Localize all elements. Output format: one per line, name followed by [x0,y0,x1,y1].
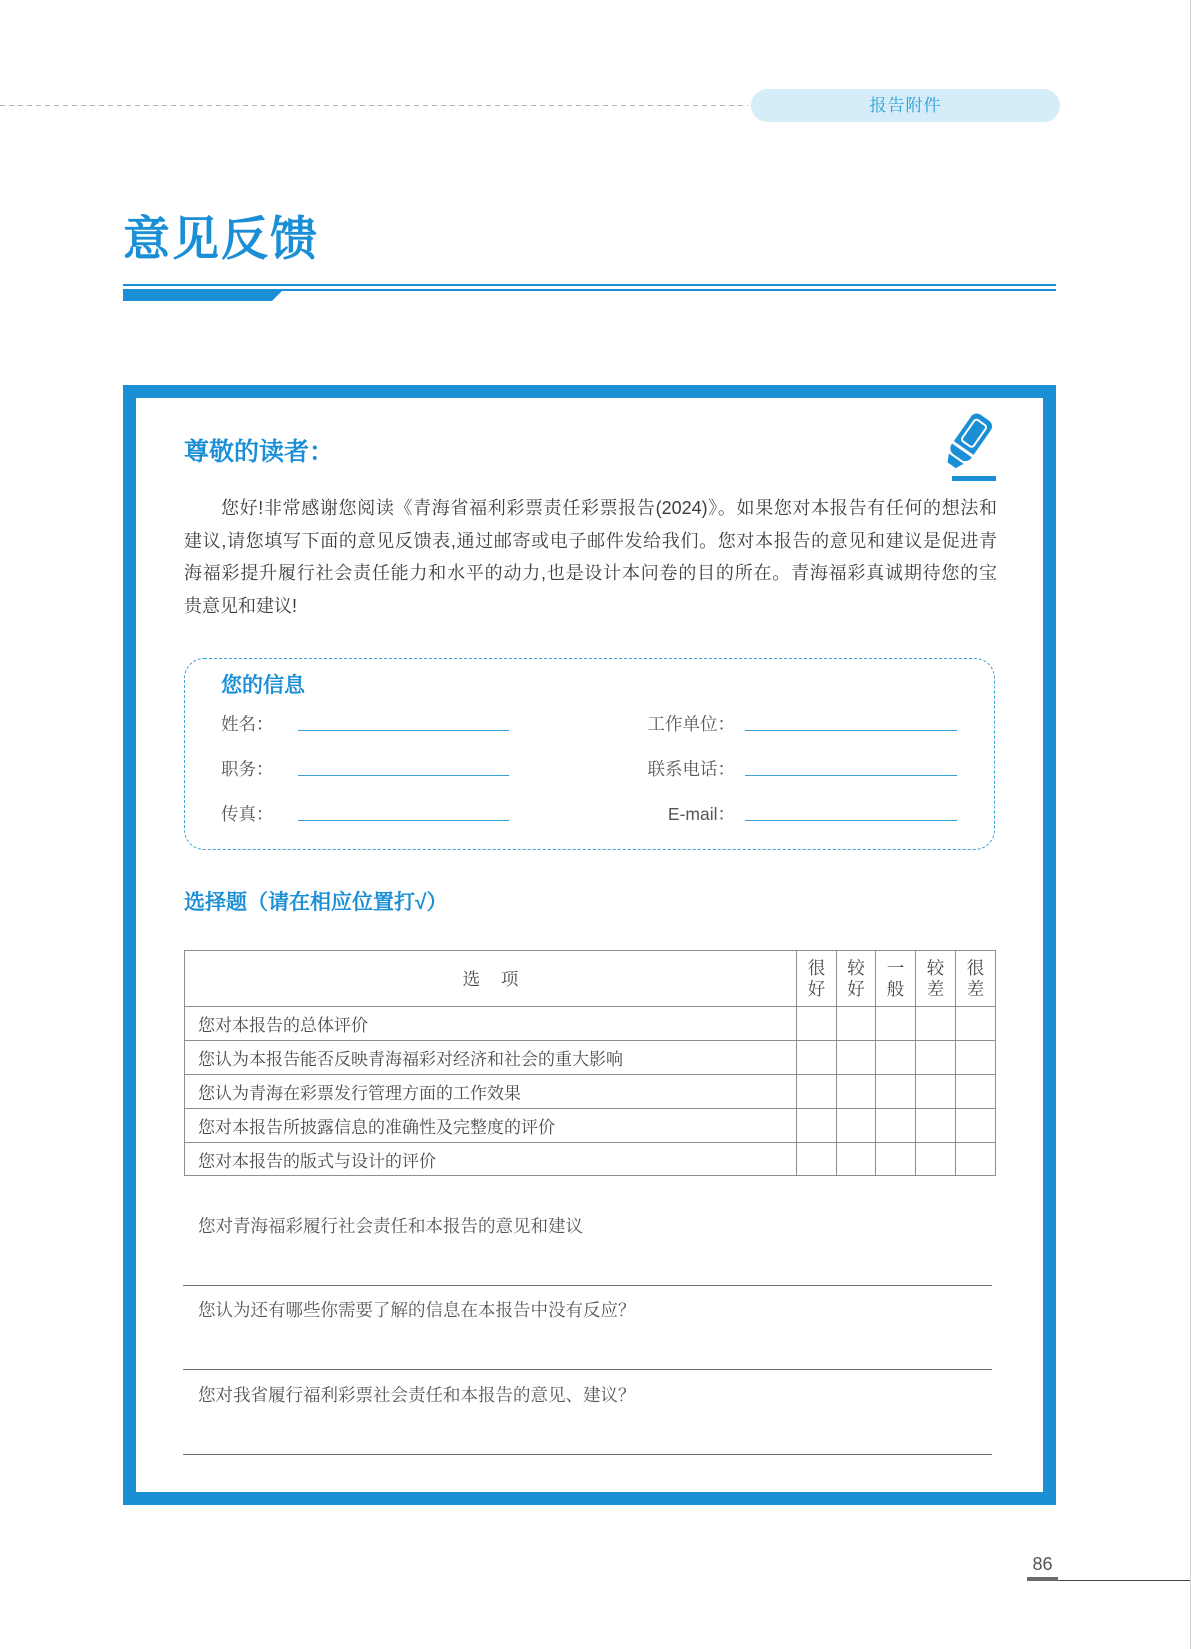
table-row [185,1075,996,1109]
table-row [185,1007,996,1041]
open-question-label: 您认为还有哪些你需要了解的信息在本报告中没有反应？ [198,1300,636,1320]
open-question-label: 您对我省履行福利彩票社会责任和本报告的意见、建议？ [198,1385,636,1405]
greeting-heading: 尊敬的读者： [184,438,335,466]
intro-paragraph [184,492,997,622]
rating-cell[interactable] [916,1075,956,1109]
rating-cell[interactable] [956,1143,996,1176]
title-rule-thin [123,289,1056,291]
rating-cell[interactable] [837,1007,876,1041]
rating-cell[interactable] [916,1041,956,1075]
intro-line: 贵意见和建议! [184,595,298,616]
intro-line: 海福彩提升履行社会责任能力和水平的动力,也是设计本问卷的目的所在。青海福彩真诚期待您的宝 [184,563,997,584]
question-label: 您认为本报告能否反映青海福彩对经济和社会的重大影响 [185,1041,797,1075]
organization-input[interactable] [745,710,957,731]
rating-cell[interactable] [876,1109,916,1143]
rating-cell[interactable] [876,1007,916,1041]
title-rule-accent [123,291,282,301]
fax-input[interactable] [298,800,509,821]
intro-line: 您好!非常感谢您阅读《青海省福利彩票责任彩票报告(2024)》。如果您对本报告有任何的想法和 [221,498,997,518]
name-label: 姓名： [221,714,274,734]
footer-rule [1058,1580,1191,1581]
rating-cell[interactable] [916,1143,956,1176]
rating-cell[interactable] [956,1109,996,1143]
open-question-answer[interactable] [183,1408,992,1455]
rating-cell[interactable] [876,1041,916,1075]
rating-cell[interactable] [837,1075,876,1109]
table-row [185,1041,996,1075]
question-label: 您对本报告的总体评价 [185,1007,797,1041]
fax-label: 传真： [221,804,274,824]
rating-cell[interactable] [916,1007,956,1041]
page-number-underline [1027,1577,1058,1581]
rating-header-very-good [797,951,837,1007]
open-question-answer[interactable] [183,1323,992,1370]
rating-cell[interactable] [797,1075,837,1109]
rating-cell[interactable] [956,1007,996,1041]
question-label: 您认为青海在彩票发行管理方面的工作效果 [185,1075,797,1109]
section-tag: 报告附件 [751,89,1060,122]
rating-header-poor [916,951,956,1007]
organization-label: 工作单位： [647,714,735,734]
question-label: 您对本报告所披露信息的准确性及完整度的评价 [185,1109,797,1143]
table-row [185,1143,996,1176]
phone-input[interactable] [745,755,957,776]
reader-info-box [184,658,995,850]
intro-line: 建议,请您填写下面的意见反馈表,通过邮寄或电子邮件发给我们。您对本报告的意见和建议是促进青 [184,530,997,551]
reader-info-title: 您的信息 [221,674,305,697]
rating-table [184,950,996,1176]
rating-header-average [876,951,916,1007]
open-question-label: 您对青海福彩履行社会责任和本报告的意见和建议 [198,1216,583,1236]
phone-label: 联系电话： [647,759,735,779]
email-input[interactable] [745,800,957,821]
rating-cell[interactable] [837,1109,876,1143]
rating-cell[interactable] [797,1007,837,1041]
option-column-header: 选 项 [185,951,797,1007]
rating-cell[interactable] [837,1041,876,1075]
name-input[interactable] [298,710,509,731]
position-input[interactable] [298,755,509,776]
page-title: 意见反馈 [123,212,319,265]
rating-header-label: 一般 [886,957,905,999]
rating-cell[interactable] [916,1109,956,1143]
rating-cell[interactable] [876,1075,916,1109]
rating-header-label: 较差 [926,957,945,999]
header-dashed-rule [0,105,748,106]
title-rule-thin [123,284,1056,286]
rating-header-label: 较好 [847,957,865,999]
pen-icon [934,405,998,485]
question-label: 您对本报告的版式与设计的评价 [185,1143,797,1176]
rating-header-label: 很差 [966,957,985,999]
rating-cell[interactable] [837,1143,876,1176]
rating-header-very-poor [956,951,996,1007]
rating-table-header [185,951,996,1007]
rating-header-good [837,951,876,1007]
rating-cell[interactable] [956,1041,996,1075]
rating-header-label: 很好 [807,957,826,999]
rating-cell[interactable] [797,1143,837,1176]
rating-cell[interactable] [956,1075,996,1109]
rating-cell[interactable] [797,1109,837,1143]
page-number: 86 [1032,1554,1053,1574]
rating-cell[interactable] [797,1041,837,1075]
position-label: 职务： [221,759,274,779]
rating-cell[interactable] [876,1143,916,1176]
choice-section-title: 选择题（请在相应位置打√） [184,891,448,914]
open-question-answer[interactable] [183,1239,992,1286]
table-row [185,1109,996,1143]
email-label: E-mail： [667,804,735,824]
